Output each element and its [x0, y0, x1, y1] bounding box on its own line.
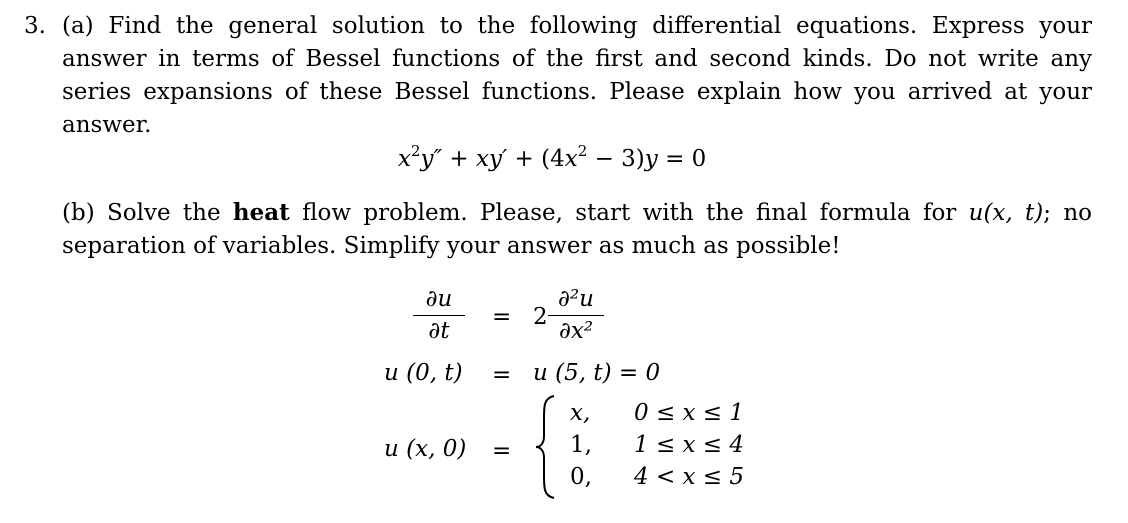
- question-number: 3.: [24, 13, 46, 39]
- bc-lhs: u (0, t): [384, 360, 463, 386]
- cases-brace: [532, 392, 560, 502]
- part-b-label: (b): [62, 200, 95, 226]
- part-a-line-1: (a) Find the general solution to the following differential equations. Express your: [62, 13, 1093, 39]
- pde-rhs-fraction: ∂²u ∂x²: [548, 286, 604, 344]
- part-a-line-2: answer in terms of Bessel functions of the first and second kinds. Do not write any: [62, 46, 1092, 72]
- pde-equals: =: [492, 304, 512, 330]
- case-1-condition: 0 ≤ x ≤ 1: [634, 400, 745, 426]
- pde-lhs-fraction: ∂u ∂t: [413, 286, 465, 344]
- ic-equals: =: [492, 438, 512, 464]
- bc-equals: =: [492, 362, 512, 388]
- ic-lhs: u (x, 0): [384, 436, 467, 462]
- bc-rhs: u (5, t) = 0: [533, 360, 661, 386]
- case-2-value: 1,: [570, 432, 592, 458]
- part-b-text: [62, 196, 1092, 263]
- bessel-equation: $x^2y'' + xy' + (4x^2 - 3)y = 0$: [398, 142, 707, 172]
- case-3-value: 0,: [570, 464, 592, 490]
- part-a-line-4: answer.: [62, 112, 152, 138]
- case-1-value: x,: [570, 400, 591, 426]
- case-2-condition: 1 ≤ x ≤ 4: [634, 432, 745, 458]
- part-a-label: (a): [62, 13, 94, 39]
- part-a-line-3: series expansions of these Bessel functions. Please explain how you arrived at your: [62, 79, 1092, 105]
- pde-coefficient: 2: [533, 304, 548, 330]
- part-a-text: [62, 10, 1092, 142]
- part-b-line-2: separation of variables. Simplify your answer as much as possible!: [62, 233, 841, 259]
- case-3-condition: 4 < x ≤ 5: [634, 464, 745, 490]
- part-b-line-1: (b) Solve the heat flow problem. Please, start with the final formula for u(x, t); no: [62, 199, 1093, 226]
